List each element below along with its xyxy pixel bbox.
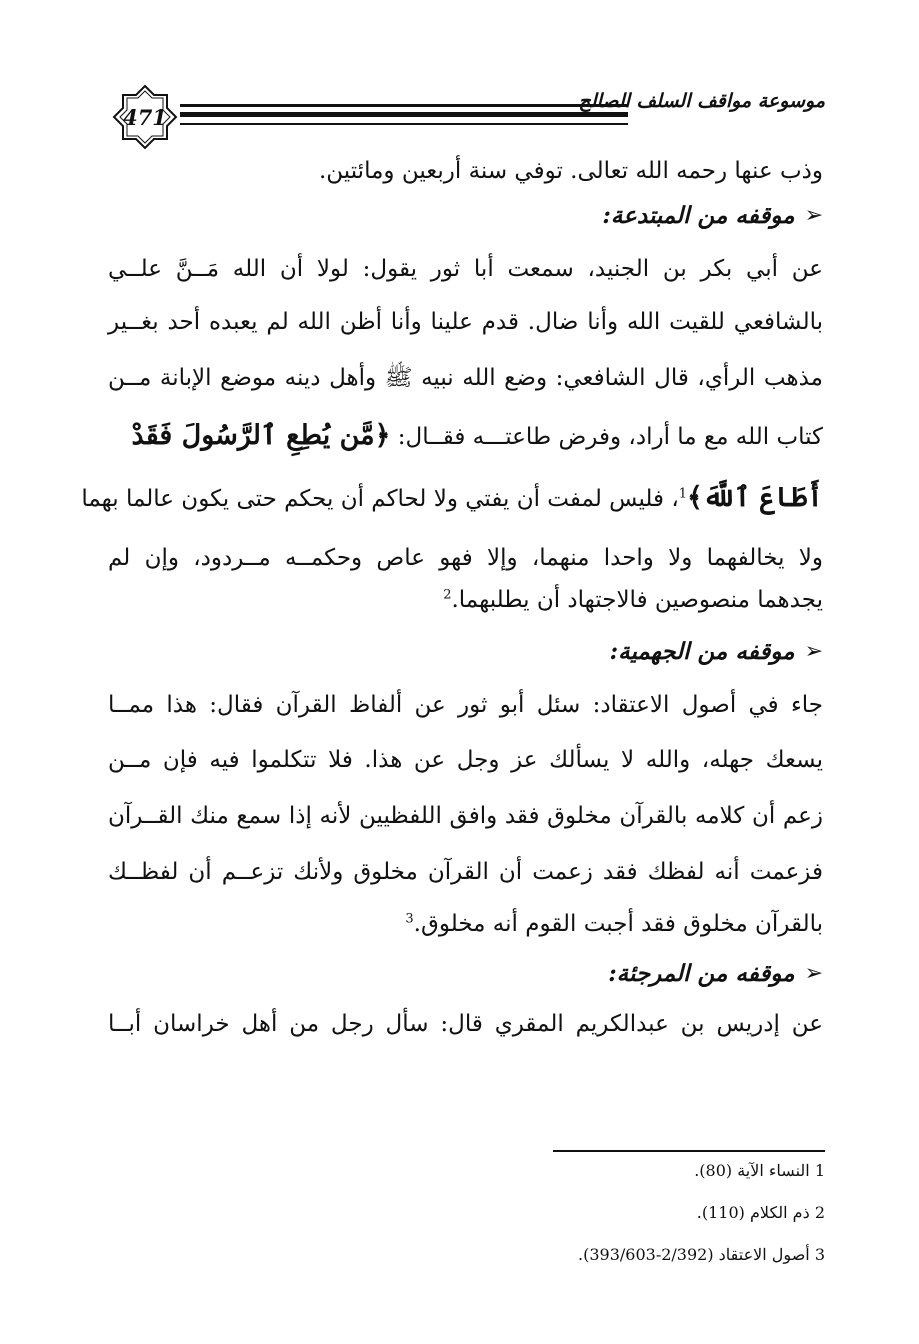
text-line: يسعك جهله، والله لا يسألك عز وجل عن هذا. فلا تتكلموا فيه فإن مــن (108, 747, 823, 773)
page-number-badge (112, 84, 178, 150)
section-heading (108, 192, 823, 238)
footnotes (420, 1160, 825, 1286)
text-fragment: كتاب الله مع ما أراد، وفرض طاعتـــه فقــال: (390, 424, 823, 450)
footnote (420, 1202, 825, 1224)
header-rule (180, 123, 628, 125)
footnote-number: 3 (814, 1245, 825, 1264)
series-title: موسوعة مواقف السلف الصالح (578, 90, 825, 112)
text-fragment: يجدهما منصوصين فالاجتهاد أن يطلبهما. (451, 587, 823, 613)
text-line: فزعمت أنه لفظك فقد زعمت أن القرآن مخلوق ولأنك تزعــم أن لفظــك (108, 859, 823, 885)
footnote-text: النساء الآية (80). (694, 1161, 810, 1180)
text-line: بالشافعي للقيت الله وأنا ضال. قدم علينا وأنا أظن الله لم يعبده أحد بغــير (108, 309, 823, 335)
text-line: عن أبي بكر بن الجنيد، سمعت أبا ثور يقول: لولا أن الله مَــنَّ علــي (108, 256, 823, 282)
footnote (420, 1160, 825, 1182)
quran-verse: أَطَاعَ ٱللَّهَ﴾ (687, 482, 823, 513)
text-line (108, 406, 823, 470)
footnote-number: 2 (814, 1203, 825, 1222)
text-line: ولا يخالفهما ولا واحدا منهما، وإلا فهو عاص وحكمــه مــردود، وإن لم (108, 545, 823, 571)
page-number: 471 (123, 104, 167, 130)
arrow-left-icon: ➢ (804, 960, 823, 986)
quran-verse: ﴿مَّن يُطِعِ ٱلرَّسُولَ فَقَدْ (131, 420, 391, 451)
footnote-text: ذم الكلام (110). (696, 1203, 810, 1222)
footnote (420, 1244, 825, 1266)
header-rule (180, 112, 628, 117)
arrow-left-icon: ➢ (804, 202, 823, 228)
text-line: مذهب الرأي، قال الشافعي: وضع الله نبيه ﷺ وأهل دينه موضع الإبانة مــن (108, 365, 823, 391)
heading-text: موقفه من المرجئة: (608, 959, 795, 987)
heading-text: موقفه من الجهمية: (609, 637, 795, 665)
page-header (100, 74, 825, 160)
text-line: زعم أن كلامه بالقرآن مخلوق فقد وافق اللفظيين لأنه إذا سمع منك القــرآن (108, 803, 823, 829)
header-rule (180, 104, 628, 107)
arrow-left-icon: ➢ (804, 638, 823, 664)
text-line: جاء في أصول الاعتقاد: سئل أبو ثور عن ألفاظ القرآن فقال: هذا ممــا (108, 692, 823, 718)
text-line: عن إدريس بن عبدالكريم المقري قال: سأل رجل من أهل خراسان أبــا (108, 1011, 823, 1037)
text-line (108, 580, 823, 626)
heading-text: موقفه من المبتدعة: (602, 201, 795, 229)
footnote-ref: 2 (443, 587, 452, 603)
main-text (81, 156, 823, 1046)
text-line: وذب عنها رحمه الله تعالى. توفي سنة أربعين ومائتين. (318, 158, 823, 184)
footnote-number: 1 (814, 1161, 825, 1180)
section-heading (108, 626, 823, 676)
text-line (108, 900, 823, 950)
section-heading (108, 950, 823, 996)
footnote-text: أصول الاعتقاد (2/392-393/603). (578, 1245, 810, 1264)
text-fragment: بالقرآن مخلوق فقد أجبت القوم أنه مخلوق. (413, 911, 823, 937)
footnote-separator (553, 1150, 825, 1152)
footnote-ref: 1 (678, 486, 688, 502)
footnote-ref: 3 (405, 911, 414, 927)
text-fragment: ، فليس لمفت أن يفتي ولا لحاكم أن يحكم حتى يكون عالما بهما (81, 486, 679, 512)
text-line (81, 470, 823, 528)
